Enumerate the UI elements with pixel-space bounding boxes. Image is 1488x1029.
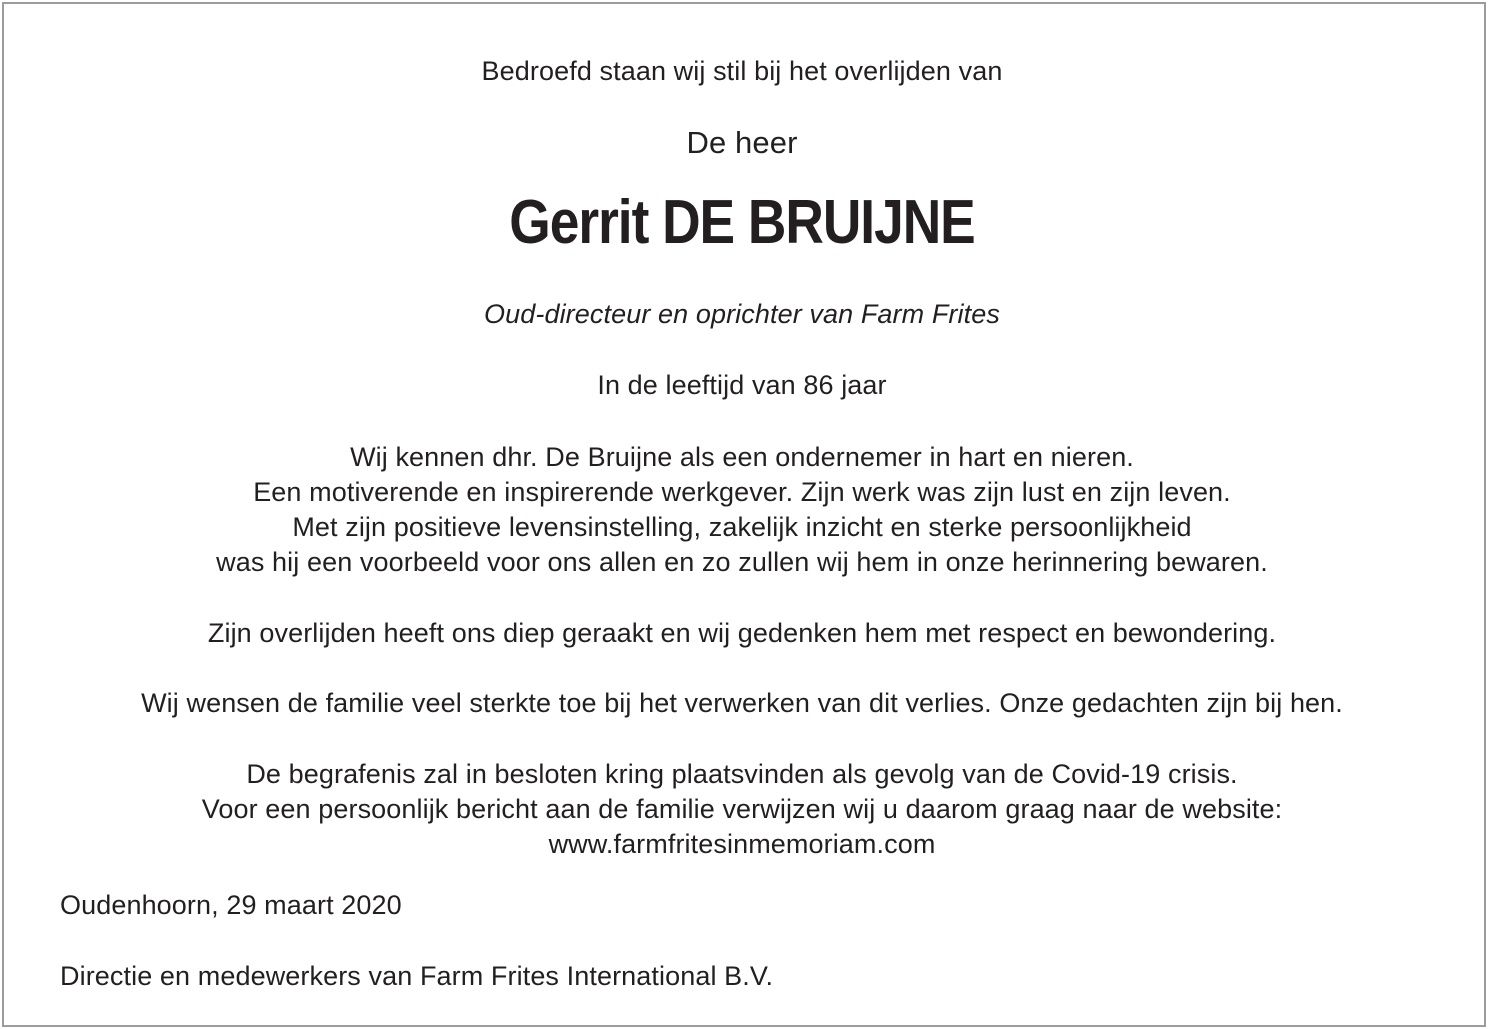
age-text: In de leeftijd van 86 jaar [597, 370, 887, 400]
website-link[interactable]: www.farmfritesinmemoriam.com [548, 829, 936, 859]
funeral-line-1: De begrafenis zal in besloten kring plaatsvinden als gevolg van de Covid-19 crisis. [246, 759, 1238, 789]
signature: Directie en medewerkers van Farm Frites International B.V. [60, 961, 774, 991]
tribute-line-4: was hij een voorbeeld voor ons allen en zo zullen wij hem in onze herinnering bewaren. [216, 547, 1268, 577]
tribute-line-1: Wij kennen dhr. De Bruijne als een ondernemer in hart en nieren. [350, 442, 1134, 472]
tribute-line-3: Met zijn positieve levensinstelling, zakelijk inzicht en sterke persoonlijkheid [292, 512, 1192, 542]
funeral-line-2: Voor een persoonlijk bericht aan de familie verwijzen wij u daarom graag naar de website: [201, 794, 1283, 824]
condolence-text: Wij wensen de familie veel sterkte toe bij het verwerken van dit verlies. Onze gedachten zijn bij hen. [141, 688, 1343, 718]
intro-text: Bedroefd staan wij stil bij het overlijden van [481, 56, 1003, 86]
role-text: Oud-directeur en oprichter van Farm Frites [484, 299, 1000, 329]
deceased-name: Gerrit DE BRUIJNE [509, 188, 975, 257]
honorific: De heer [686, 125, 798, 160]
respect-text: Zijn overlijden heeft ons diep geraakt en wij gedenken hem met respect en bewondering. [207, 618, 1277, 648]
place-date: Oudenhoorn, 29 maart 2020 [60, 890, 402, 920]
tribute-line-2: Een motiverende en inspirerende werkgever. Zijn werk was zijn lust en zijn leven. [253, 477, 1231, 507]
